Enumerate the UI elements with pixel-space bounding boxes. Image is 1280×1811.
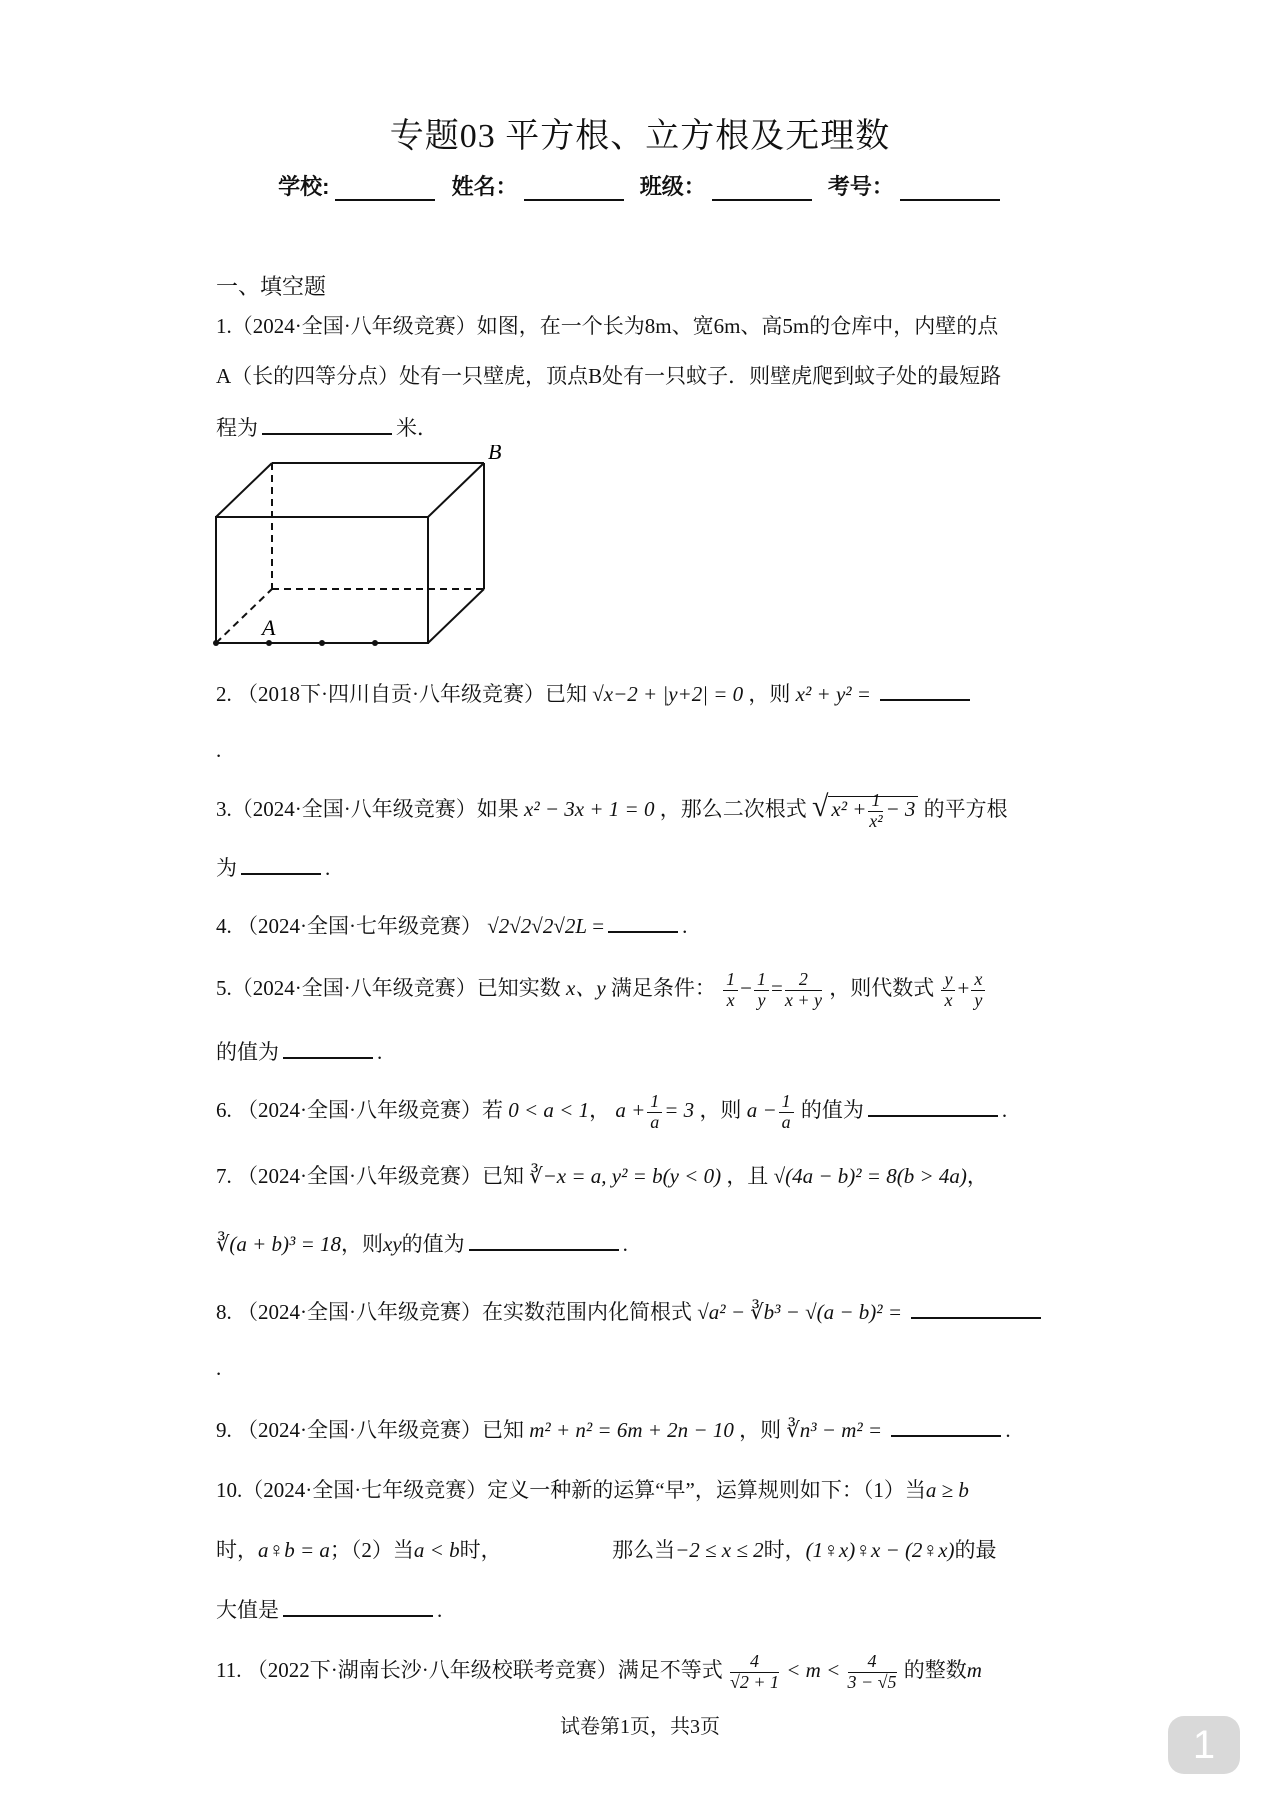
q11-frac-2: $\frac{4}{3 - √5}$ — [847, 1651, 897, 1692]
front-face — [216, 517, 428, 643]
question-1-line-3 — [216, 412, 438, 442]
answer-blank-7[interactable] — [469, 1231, 619, 1251]
point-a — [266, 640, 272, 646]
q3-expr2: x² + — [831, 797, 867, 821]
edge — [216, 463, 272, 517]
question-8-tail: . — [216, 1356, 222, 1380]
question-9: 9. （2024·全国·八年级竞赛）已知 m² + n² = 6m + 2n − 10 ，则 ∛n³ − m² = . — [216, 1418, 1011, 1442]
point — [372, 640, 378, 646]
answer-blank-6[interactable] — [868, 1097, 998, 1117]
q5-frac-3: $\frac{2}{x + y}$ — [784, 969, 822, 1010]
answer-blank-10[interactable] — [283, 1597, 433, 1617]
answer-blank-1[interactable] — [262, 415, 392, 435]
question-10-line-3: 大值是 . — [216, 1598, 443, 1622]
question-3: 3.（2024·全国·八年级竞赛）如果 x² − 3x + 1 = 0 ，那么二次根式 √ x² + $\frac{1}{\text{x²}}$ − 3 的平方根 — [216, 789, 1008, 831]
name-label: 姓名： — [451, 174, 518, 199]
answer-blank-3[interactable] — [241, 855, 321, 875]
question-5: 5.（2024·全国·八年级竞赛）已知实数 x、y 满足条件： $\frac{1}{x}$ − $\frac{1}{y}$ = $\frac{2}{x + y}$ ，则代数式 $\frac{y}{x}$ + $\frac{x}{y}$ — [216, 970, 987, 1011]
school-label: 学校: — [278, 174, 330, 199]
school-field[interactable] — [335, 179, 435, 201]
q3-mid: ，那么二次根式 — [659, 797, 807, 821]
question-6: 6. （2024·全国·八年级竞赛）若 0 < a < 1， a + $\frac{1}{a}$ = 3 ，则 a − $\frac{1}{a}$ 的值为 . — [216, 1091, 1008, 1132]
answer-blank-9[interactable] — [891, 1417, 1001, 1437]
q6-frac-1: $\frac{1}{a}$ — [647, 1092, 662, 1133]
q2-expr2: x² + y² = — [795, 682, 871, 706]
question-10-line-2: 时，a♀b = a；（2）当a < b时， 那么当−2 ≤ x ≤ 2时，(1♀x)♀x − (2♀x)的最 — [216, 1538, 997, 1562]
question-2-tail: . — [216, 738, 222, 762]
q5-frac-2: $\frac{1}{y}$ — [754, 970, 769, 1011]
header-info — [0, 170, 1280, 201]
q3-fraction: $\frac{1}{\text{x²}}$ — [869, 789, 883, 831]
answer-blank-2[interactable] — [880, 681, 970, 701]
question-5-line-2: 的值为 . — [216, 1040, 383, 1064]
answer-blank-8[interactable] — [911, 1299, 1041, 1319]
class-field[interactable] — [712, 179, 812, 201]
question-4: 4. （2024·全国·七年级竞赛） √2√2√2√2L = . — [216, 914, 688, 938]
q2-prefix: 2. （2018下·四川自贡·八年级竞赛）已知 — [216, 682, 587, 706]
question-7-line-2: ∛(a + b)³ = 18，则xy的值为 . — [216, 1232, 628, 1256]
q3-expr: x² − 3x + 1 = 0 — [524, 797, 655, 821]
page-title: 专题03 平方根、立方根及无理数 — [389, 118, 891, 155]
label-a: A — [262, 615, 276, 640]
question-1-line-1: 1.（2024·全国·八年级竞赛）如图，在一个长为8m、宽6m、高5m的仓库中，内壁的点 — [216, 314, 999, 338]
question-1-line-2: A（长的四等分点）处有一只壁虎，顶点B处有一只蚊子．则壁虎爬到蚊子处的最短路 — [216, 364, 1002, 388]
point — [319, 640, 325, 646]
q3-prefix: 3.（2024·全国·八年级竞赛）如果 — [216, 797, 519, 821]
point — [213, 640, 219, 646]
answer-blank-5[interactable] — [283, 1039, 373, 1059]
question-2 — [216, 678, 974, 708]
question-10-line-1: 10.（2024·全国·七年级竞赛）定义一种新的运算“早”，运算规则如下：（1）当a ≥ b — [216, 1478, 969, 1502]
q3-suffix: 的平方根 — [923, 797, 1008, 821]
warehouse-figure — [210, 445, 510, 655]
q11-frac-1: $\frac{4}{√2 + 1}$ — [729, 1651, 779, 1692]
q5-frac-1: $\frac{1}{x}$ — [723, 970, 738, 1011]
label-b: B — [488, 445, 502, 464]
class-label: 班级： — [639, 174, 706, 199]
q5-frac-5: $\frac{x}{y}$ — [971, 970, 985, 1011]
q1-tail: 米． — [396, 416, 438, 440]
section-title: 一、填空题 — [216, 274, 327, 299]
page-footer: 试卷第1页，共3页 — [560, 1716, 720, 1738]
q6-frac-2: $\frac{1}{a}$ — [779, 1092, 794, 1133]
q2-expr: √x−2 + |y+2| = 0 — [592, 682, 744, 706]
question-3-line-2: 为 . — [216, 856, 331, 880]
q5-frac-4: $\frac{y}{x}$ — [941, 970, 955, 1011]
answer-blank-4[interactable] — [608, 913, 678, 933]
q4-expr: √2√2√2√2L — [487, 914, 588, 938]
edge — [428, 463, 484, 517]
q3-expr3: − 3 — [885, 797, 916, 821]
q2-mid: ，则 — [748, 682, 791, 706]
exam-no-label: 考号： — [827, 174, 894, 199]
question-11: 11. （2022下·湖南长沙·八年级校联考竞赛）满足不等式 $\frac{4}{√2 + 1}$ < m < $\frac{4}{3 - √5}$ 的整数m — [216, 1651, 982, 1692]
q1-text: 程为 — [216, 416, 258, 440]
question-8: 8. （2024·全国·八年级竞赛）在实数范围内化简根式 √a² − ∛b³ − √(a − b)² = — [216, 1296, 1045, 1326]
question-7: 7. （2024·全国·八年级竞赛）已知 ∛−x = a, y² = b(y < 0) ，且 √(4a − b)² = 8(b > 4a)， — [216, 1164, 988, 1188]
q3-radicand — [828, 789, 918, 831]
name-field[interactable] — [524, 179, 624, 201]
edge — [428, 589, 484, 643]
exam-no-field[interactable] — [900, 179, 1000, 201]
page-number-badge[interactable]: 1 — [1168, 1716, 1240, 1774]
